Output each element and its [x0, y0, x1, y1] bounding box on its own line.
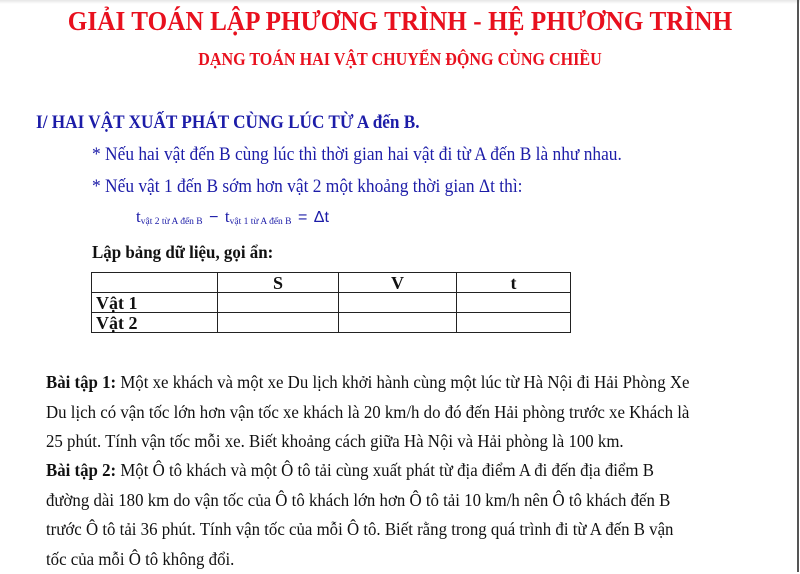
section-heading-lower: đến B.: [373, 113, 420, 133]
table-caption: Lập bảng dữ liệu, gọi ẩn:: [92, 242, 273, 263]
table-header-cell: [92, 273, 218, 293]
document-subtitle: DẠNG TOÁN HAI VẬT CHUYỂN ĐỘNG CÙNG CHIỀU: [32, 49, 768, 70]
exercise-2-line-1: [46, 456, 715, 486]
formula-result: Δt: [314, 209, 329, 226]
exercise-1: [46, 368, 762, 457]
formula-term1-subscript: vật 2 từ A đến B: [141, 217, 203, 227]
rule-bullet-earlier-arrival: * Nếu vật 1 đến B sớm hơn vật 2 một khoảng thời gian Δt thì:: [92, 177, 522, 198]
table-cell: [457, 313, 571, 333]
table-header-cell: t: [457, 273, 571, 293]
exercise-1-line-2: Du lịch có vận tốc lớn hơn vận tốc xe khách là 20 km/h do đó đến Hải phòng trước xe Khách là: [46, 398, 715, 428]
table-cell: [339, 293, 457, 313]
table-cell-object: Vật 2: [92, 313, 218, 333]
exercise-2-text: Một Ô tô khách và một Ô tô tải cùng xuất phát từ địa điểm A đi đến địa điểm B: [116, 460, 654, 480]
exercise-1-text: Một xe khách và một xe Du lịch khởi hành cùng một lúc từ Hà Nội đi Hải Phòng Xe: [116, 372, 689, 392]
document-title: GIẢI TOÁN LẬP PHƯƠNG TRÌNH - HỆ PHƯƠNG TRÌNH: [28, 6, 772, 37]
table-header-cell: V: [339, 273, 457, 293]
exercise-2: [46, 456, 762, 574]
table-cell: [339, 313, 457, 333]
exercise-1-line-3: 25 phút. Tính vận tốc mỗi xe. Biết khoảng cách giữa Hà Nội và Hải phòng là 100 km.: [46, 427, 715, 457]
formula-equals: =: [298, 209, 307, 226]
table-cell-object: Vật 1: [92, 293, 218, 313]
formula-term1: t: [136, 207, 141, 226]
exercise-2-line-2: đường dài 180 km do vận tốc của Ô tô khách lớn hơn Ô tô tải 10 km/h nên Ô tô khách đến B: [46, 486, 715, 516]
time-difference-formula: [136, 207, 329, 227]
formula-minus: −: [209, 209, 218, 226]
table-row: [92, 293, 571, 313]
table-row: [92, 313, 571, 333]
table-cell: [457, 293, 571, 313]
exercise-1-line-1: [46, 368, 715, 398]
page-right-edge: [797, 0, 799, 572]
exercise-2-line-3: trước Ô tô tải 36 phút. Tính vận tốc của mỗi Ô tô. Biết rằng trong quá trình đi từ A đến B vận: [46, 515, 715, 545]
table-header-row: [92, 273, 571, 293]
data-table: [91, 272, 571, 333]
table-cell: [218, 313, 339, 333]
section-heading: [36, 113, 420, 134]
section-heading-upper: I/ HAI VẬT XUẤT PHÁT CÙNG LÚC TỪ A: [36, 113, 373, 133]
exercise-1-label: Bài tập 1:: [46, 372, 116, 392]
page-top-edge: [0, 0, 800, 4]
formula-term2: t: [225, 207, 230, 226]
table-header-cell: S: [218, 273, 339, 293]
exercise-2-line-4: tốc của mỗi Ô tô không đổi.: [46, 545, 715, 574]
exercise-2-label: Bài tập 2:: [46, 460, 116, 480]
rule-bullet-same-arrival: * Nếu hai vật đến B cùng lúc thì thời gian hai vật đi từ A đến B là như nhau.: [92, 145, 622, 166]
table-cell: [218, 293, 339, 313]
formula-term2-subscript: vật 1 từ A đến B: [230, 217, 292, 227]
